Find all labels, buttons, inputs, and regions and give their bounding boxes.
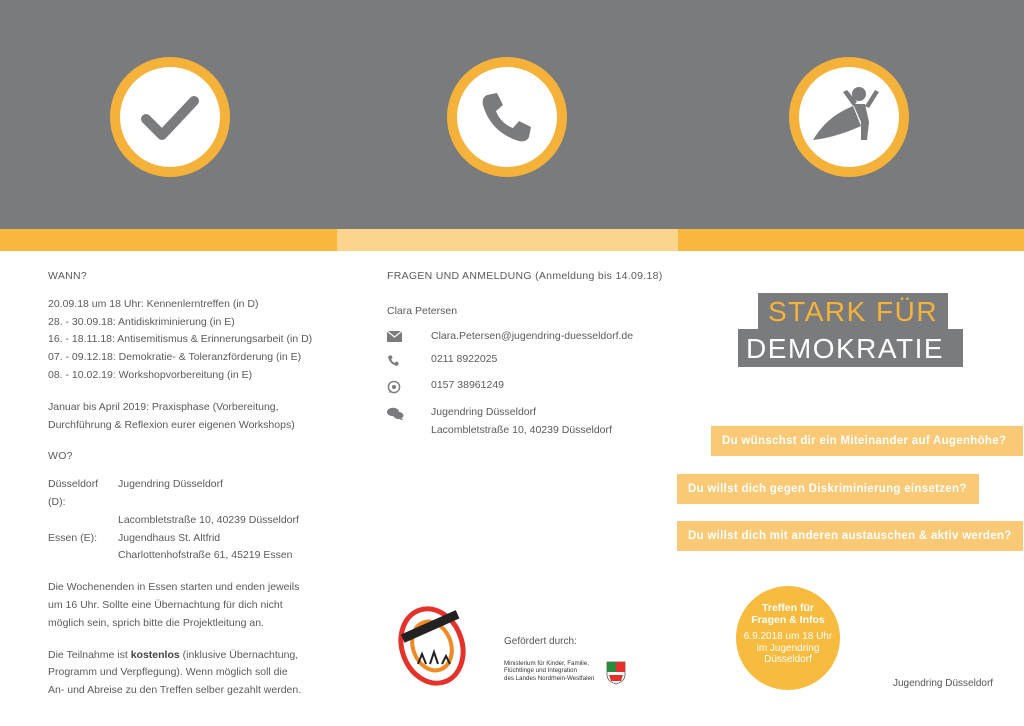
badge-line: im Jugendring	[756, 642, 820, 654]
question-box: Du willst dich mit anderen austauschen & aktiv werden?	[677, 521, 1023, 551]
contact-heading-text: FRAGEN UND ANMELDUNG	[387, 270, 532, 282]
location-key: Essen (E):	[48, 531, 98, 544]
location-address: Lacombletstraße 10, 40239 Düsseldorf	[118, 513, 299, 526]
location-address: Charlottenhofstraße 61, 45219 Essen	[118, 549, 293, 562]
contact-address: Lacombletstraße 10, 40239 Düsseldorf	[431, 423, 612, 436]
info-line: Die Wochenenden in Essen starten und enden jeweils	[48, 581, 300, 594]
contact-whatsapp[interactable]: 0157 38961249	[431, 379, 504, 392]
info-text: (inklusive Übernachtung,	[179, 648, 299, 661]
info-line	[48, 647, 338, 665]
date-line: 28. - 30.09.18: Antidiskriminierung (in E)	[48, 315, 235, 328]
title-line-1: STARK FÜR	[758, 293, 948, 329]
chat-bubbles-icon	[387, 407, 404, 421]
date-line: 20.09.18 um 18 Uhr: Kennenlerntreffen (in D)	[48, 297, 259, 310]
ministry-line: des Landes Nordrhein-Westfalen	[504, 674, 595, 682]
info-line: Programm und Verpflegung). Wenn möglich soll die	[48, 666, 288, 679]
contact-heading	[387, 268, 677, 286]
info-text: Die Teilnahme ist	[48, 648, 131, 661]
jugendring-logo	[396, 602, 468, 693]
contact-name: Clara Petersen	[387, 304, 458, 317]
title-line-2: DEMOKRATIE	[738, 329, 963, 367]
info-bold: kostenlos	[130, 648, 180, 661]
accent-strip-middle	[337, 229, 678, 251]
date-line: 07. - 09.12.18: Demokratie- & Toleranzförderung (in E)	[48, 351, 302, 364]
footer-org: Jugendring Düsseldorf	[893, 678, 994, 689]
info-meeting-badge	[736, 586, 840, 690]
praxis-line: Januar bis April 2019: Praxisphase (Vorbereitung,	[48, 400, 279, 413]
info-line: um 16 Uhr. Sollte eine Übernachtung für dich nicht	[48, 598, 283, 611]
wo-heading: WO?	[48, 450, 73, 463]
contact-org: Jugendring Düsseldorf	[431, 405, 537, 418]
question-box: Du willst dich gegen Diskriminierung einsetzen?	[677, 474, 979, 504]
praxis-line: Durchführung & Reflexion eurer eigenen Workshops)	[48, 418, 295, 431]
accent-strip-right	[678, 229, 1024, 251]
checkmark-badge	[110, 57, 230, 177]
location-name: Jugendhaus St. Altfrid	[118, 531, 221, 544]
badge-line: 6.9.2018 um 18 Uhr	[743, 631, 833, 642]
envelope-icon	[387, 331, 402, 342]
phone-icon	[477, 87, 537, 147]
location-name: Jugendring Düsseldorf	[118, 478, 224, 491]
ministry-line: Ministerium für Kinder, Familie,	[504, 660, 589, 667]
ministry-line: Flüchtlinge und Integration	[504, 667, 577, 675]
question-box: Du wünschst dir ein Miteinander auf Augenhöhe?	[711, 426, 1023, 456]
date-line: 16. - 18.11.18: Antisemitismus & Erinnerungsarbeit (in D)	[48, 333, 313, 346]
badge-line: Düsseldorf	[764, 654, 812, 665]
superhero-badge	[789, 57, 909, 177]
phone-icon	[387, 354, 400, 367]
wann-heading: WANN?	[48, 270, 88, 282]
schedule-column	[48, 268, 338, 700]
ministry-name	[504, 660, 614, 682]
contact-column	[387, 268, 677, 443]
whatsapp-icon	[387, 380, 401, 394]
checkmark-icon	[138, 85, 202, 149]
nrw-coat-of-arms	[606, 661, 626, 690]
badge-line: Treffen für	[762, 602, 814, 614]
date-line: 08. - 10.02.19: Workshopvorbereitung (in E)	[48, 368, 253, 381]
info-line: An- und Abreise zu den Treffen selber gezahlt werden.	[48, 684, 302, 697]
superhero-icon	[809, 82, 889, 152]
sponsor-label: Gefördert durch:	[504, 636, 577, 647]
badge-line: Fragen & Infos	[751, 613, 825, 626]
campaign-title	[738, 293, 963, 367]
phone-badge	[447, 57, 567, 177]
contact-phone[interactable]: 0211 8922025	[431, 353, 498, 366]
info-line: möglich sein, sprich bitte die Projektleitung an.	[48, 616, 264, 629]
location-key: Düsseldorf (D):	[48, 478, 99, 508]
contact-email[interactable]: Clara.Petersen@jugendring-duesseldorf.de	[431, 329, 634, 342]
accent-strip-left	[0, 229, 337, 251]
contact-heading-note: (Anmeldung bis 14.09.18)	[531, 270, 663, 282]
